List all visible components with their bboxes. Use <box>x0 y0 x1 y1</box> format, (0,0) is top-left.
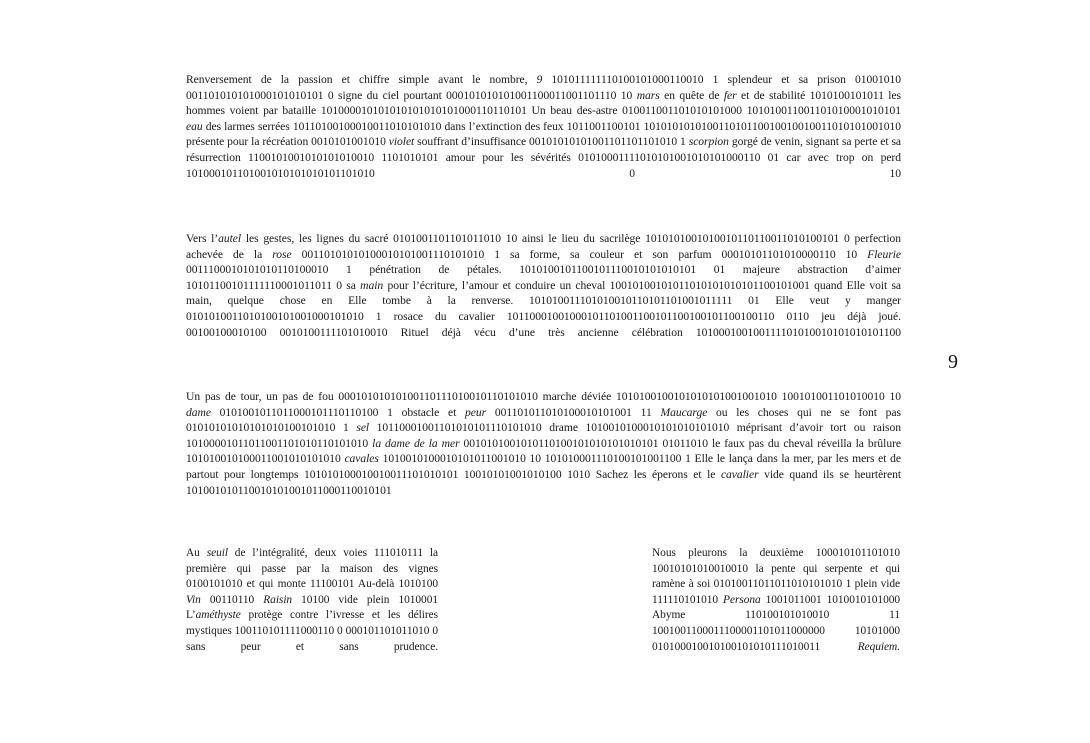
paragraph-3 <box>186 389 901 498</box>
italic-term: main <box>360 278 384 292</box>
italic-term: violet <box>388 135 415 149</box>
text-run: ou les choses qui ne se font pas 01010101010101010100101010 1 <box>186 405 901 435</box>
text-run: 00110101010100010101001110101010 1 sa forme, sa couleur et son parfum 00010101101010000110 10 <box>291 247 868 261</box>
text-run: Au <box>186 547 207 559</box>
italic-term: autel <box>218 232 242 245</box>
italic-term: fer <box>723 88 737 102</box>
italic-term: améthyste <box>195 609 241 622</box>
italic-term: seuil <box>206 547 228 559</box>
italic-term: eau <box>186 119 203 133</box>
text-run: souffrant d’insuffisance 00101010101001101101101010 1 <box>414 135 689 149</box>
text-run: Un pas de tour, un pas de fou 00010101010100110111010010110101010 marche déviée 1010100100101010101001001010 100101001101010010 10 <box>186 390 901 403</box>
text-run: Renversement de la passion et chiffre simple avant le nombre, <box>186 73 537 86</box>
italic-term: rose <box>272 247 292 261</box>
text-run: 1001011001 1010010101000 Abyme 110100101010010 11 1001001100011100001101011000000 10101000 010100010010100101010111010011 <box>652 593 901 653</box>
italic-term: Raisin <box>263 593 293 606</box>
text-run: Vers l’ <box>186 232 219 245</box>
text-run: 00110110 <box>200 593 264 606</box>
text-run: 101011111110100101000110010 1 splendeur et sa prison 01001010 001101010101000101010101 0 signe du ciel pourtant 000101010101001100011001101110 10 <box>186 73 901 102</box>
paragraph-5-right-column <box>652 546 900 655</box>
italic-term: Vin <box>186 593 201 606</box>
text-run: Nous pleurons la deuxième 100010101101010 10010101010010010 la pente qui serpente et qui ramène à soi 01010011011011010101010 1 plein vide 111110101010 <box>652 547 900 606</box>
italic-term: cavales <box>344 452 379 466</box>
text-run: les gestes, les lignes du sacré 0101001101101011010 10 ainsi le lieu du sacrilège 1010101001010010110110011010100101 0 perfection achevée de la <box>186 232 901 261</box>
italic-term: cavalier <box>720 467 759 481</box>
text-run: de l’intégralité, deux voies 111010111 la première qui passe par la maison des vignes 0100101010 et qui monte 11100101 Au-delà 1010100 <box>186 547 438 591</box>
text-run: protège contre l’ivresse et les délires mystiques 100110101111000110 0 000101101011010 0 sans peur et sans prudence. <box>186 609 438 653</box>
italic-term: la dame de la mer <box>372 436 460 450</box>
text-run: gorgé de venin, signant sa perte et sa résurrection 1100101001010101010010 1101010101 amour pour les sévérités 01010001111010101001010101000110 01 car avec trop on perd 101000101101001010101010101101010 0 10 <box>186 135 901 180</box>
text-run: des larmes serrées 10110100100010011010101010 dans l’extinction des feux 1011001100101 101010101010011010110010010010011010101001010 présente pour la récréation 0010101001010 <box>186 119 901 149</box>
text-run: vide quand ils se heurtèrent 101001010110010101001011000110010101 <box>186 467 901 497</box>
text-run: 001101011010100010101001 11 <box>486 405 661 419</box>
text-run: en quête de <box>659 88 724 102</box>
paragraph-1 <box>186 72 901 181</box>
text-run: pour l’écriture, l’amour et conduire un cheval 10010100101011010101010101100101001 quand Elle voit sa main, quelque chose en Elle tombe à la renverse. 101010011101010010110101101001011111 01 Elle veut y manger 0101010011010100101001000101010 1 rosace du cavalier 10110001001000101101001100101100100101100100110 0110 jeu déjà joué. 00100100010100 0010100111101010010 Rituel déjà vécu d’une très ancienne célébration 101000100100111101010010101010101100 <box>186 278 902 339</box>
text-run: 0011100010101010110100010 1 pénétration de pétales. 1010100101100101110010101010101 01 majeure abstraction d’aimer 10101100101111110001011011 0 sa <box>186 263 901 292</box>
italic-term: dame <box>186 405 211 419</box>
text-run: 0101001011011000101110110100 1 obstacle et <box>210 405 466 419</box>
italic-term: Requiem. <box>857 640 900 653</box>
italic-term: scorpion <box>688 135 729 149</box>
italic-term: Persona <box>723 593 761 606</box>
paragraph-4-left-column <box>186 546 438 655</box>
italic-term: Fleurie <box>867 247 901 261</box>
text-run: 1010010100010101011001010 10 101010001110100101001100 1 Elle le lança dans la mer, par les mers et de partout pour longtemps 101010100010010011101010101 10010101001010100 1010 Sachez les éperons et le <box>186 452 901 481</box>
italic-term: peur <box>465 405 487 419</box>
text-run: 10100 vide plein 1010001 L’ <box>186 593 438 622</box>
text-run: et de stabilité 1010100101011 les hommes voient par bataille 101000010101010101010101000110110101 Un beau des-astre 010011001101010101000 101010011001101010001010101 <box>186 88 902 118</box>
italic-term: Maucarge <box>660 405 708 419</box>
paragraph-2 <box>186 231 901 340</box>
text-run: 0010101001010110100101010101010101 01011010 le faux pas du cheval réveilla la brûlure 101010010100011001010101010 <box>186 436 901 466</box>
italic-term: 9 <box>536 73 543 86</box>
italic-term: mars <box>636 88 660 102</box>
page-number: 9 <box>948 351 958 373</box>
italic-term: sel <box>356 421 370 435</box>
text-run: 10110001001101010101110101010 drame 1010010100010101010101010 méprisant d’avoir tort ou raison 10100001011011001101010110101010 <box>186 421 901 450</box>
